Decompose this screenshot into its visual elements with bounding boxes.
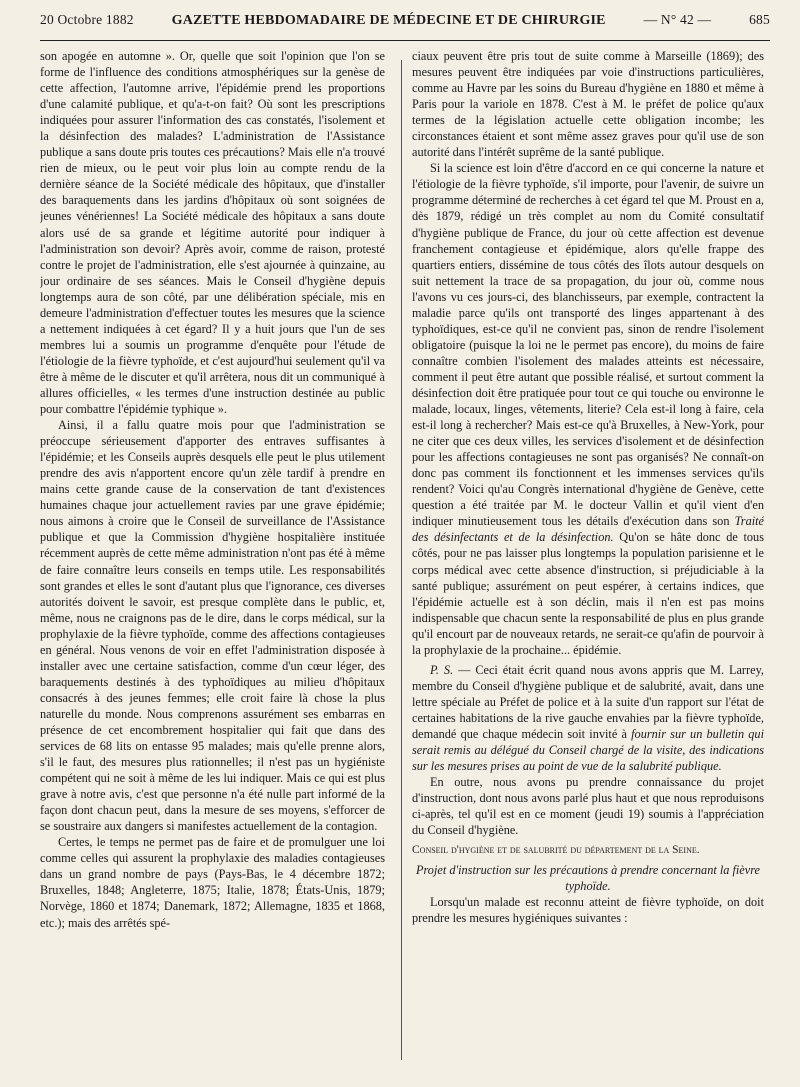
right-paragraph-4: En outre, nous avons pu prendre connaissance du projet d'instruction, dont nous avons parlé plus haut et que nous reproduisons ci-après, tel qu'il est en ce moment (jeudi 19) soumis à l'appréciation du Conseil d'hygiène.	[412, 775, 764, 838]
right-paragraph-1: ciaux peuvent être pris tout de suite comme à Marseille (1869); des mesures peuvent être indiquées par voie d'instructions particulières, comme au Havre par les soins du Bureau d'hygiène en 1880 et même à Paris pour la variole en 1878. C'est à M. le préfet de police qu'aux termes de la législation actuelle cette obligation incombe; les circonstances étaient et sont même assez graves pour qu'il use de son autorité dans l'intérêt suprême de la santé publique.	[412, 49, 764, 160]
header-date: 20 Octobre 1882	[40, 12, 134, 27]
right-paragraph-2-text-end: Qu'on se hâte donc de tous côtés, pour ne pas laisser plus longtemps la population parisienne et le corps médical avec cette absence d'instruction, si préjudiciable à la santé publique; assurément on peut espérer, à certains indices, que l'épidémie actuelle est à son déclin, mais il n'en est pas moins indispensable que chacun sente la responsabilité de plus en plus grande qu'il encourt par de nouveaux retards, ne serait-ce qu'afin de pourvoir à la prophylaxie de la prochaine... épidémie.	[412, 530, 764, 657]
postscript-paragraph	[412, 662, 764, 774]
left-paragraph-2: Ainsi, il a fallu quatre mois pour que l'administration se préoccupe sérieusement d'apporter des entraves suffisantes à l'épidémie; et les Conseils auprès desquels elle peut le plus utilement prendre des avis n'apportent encore qu'un zèle tardif à prendre en mains cette grande cause de la conservation de tant d'existences humaines chaque jour actuellement ravies par une grave épidémie; nous aimons à croire que le Conseil de surveillance de l'Assistance publique et que la Commission d'hygiène hospitalière instituée récemment auprès de cette même administration n'ont pas été à même de faire connaître leurs conseils en temps utile. Les responsabilités sont grandes et elles le sont d'autant plus que l'ignorance, ces diverses autorités doivent le savoir, est presque complète dans le public, et, même, nous ne craignons pas de le dire, dans le corps médical, sur la prophylaxie de la fièvre typhoïde, comme des affections contagieuses en général. Nous venons de voir en effet l'administration disposée à installer avec une certaine satisfaction, comme d'un cœur léger, des baraquements destinés à des typhoïdiques au milieu d'hôpitaux consacrés à des jeunes femmes; elle croit faire là chose la plus naturelle du monde. Nous comprenons assurément ses embarras en présence de cet encombrement hospitalier qui fait que dans des services de 68 lits on entasse 95 malades; mais qu'elle prenne alors, s'il le faut, des mesures plus rationnelles; il n'est pas un hygiéniste compétent qui ne soit à même de les lui indiquer. Mais ce qui est plus grave à notre avis, c'est que personne n'a été nulle part informé de la façon dont chacun peut, dans la mesure de ses moyens, s'efforcer de se soustraire aux dangers si manifestes actuellement de la contagion.	[40, 418, 385, 834]
header-rule	[40, 40, 770, 41]
postscript-label: P. S.	[430, 662, 454, 677]
vallin-treatise-title: Traité des désinfectants et de la désinfection.	[412, 514, 764, 545]
right-paragraph-2-text: Si la science est loin d'être d'accord en ce qui concerne la nature et l'étiologie de la fièvre typhoïde, s'il importe, pour l'avenir, de suivre un programme déterminé de recherches à cet égard tel que M. Proust en a, dès 1879, rédigé un très complet au nom du Comité consultatif d'hygiène publique de France, du jour où cette affection est devenue franchement contagieuse et épidémique, alors qu'elle frappe des quartiers entiers, dissémine de tous côtés des îlots autour desquels on suit nettement la trace de sa propagation, du jour où, comme nous l'avons vu ces jours-ci, des blanchisseurs, par exemple, contractent la maladie parce qu'ils ont transporté des linges appartenant à des typhoïdiques, est-ce qu'il ne convient pas, sinon de rendre l'isolement obligatoire (puisque la loi ne le permet pas encore), du moins de faire connaître combien l'isolement des malades atteints est nécessaire, comment il peut être autant que possible réalisé, et surtout comment la désinfection doit être pratiquée pour tout ce qui touche ou environne le malade, locaux, linges, vêtements, literie? Cela est-il long à faire, cela est-il long à rechercher? Mais est-ce qu'à Bruxelles, à New-York, pour ne citer que ces deux villes, les services d'isolement et de désinfection pour les affections contagieuses ne sont pas organisés? Ne connaît-on donc pas comment ils fonctionnent et les immenses services qu'ils rendent? Voici qu'au Congrès international d'hygiène de Genève, cette question a été traitée par M. le docteur Vallin et qu'il vient d'en indiquer minutieusement tous les détails d'exécution dans son	[412, 161, 764, 529]
header-journal-title: GAZETTE HEBDOMADAIRE DE MÉDECINE ET DE CHIRURGIE	[171, 13, 606, 28]
postscript-text: — Ceci était écrit quand nous avons appris que M. Larrey, membre du Conseil d'hygiène publique et de salubrité, avait, dans une lettre spéciale au Préfet de police et à la suite d'un rapport sur l'état de certaines habitations de la rive gauche envahies par la fièvre typhoïde, demandé que chaque médecin soit invité à	[412, 662, 764, 741]
page-header	[40, 12, 770, 36]
left-column	[40, 48, 385, 1078]
right-column	[412, 48, 764, 1078]
section-heading: Conseil d'hygiène et de salubrité du département de la Seine.	[412, 844, 700, 857]
right-paragraph-2	[412, 160, 764, 657]
header-issue-number: — N° 42 —	[643, 12, 712, 27]
section-subheading: Projet d'instruction sur les précautions à prendre concernant la fièvre typhoïde.	[415, 863, 761, 894]
column-divider	[401, 60, 402, 1060]
header-page-number: 685	[749, 12, 770, 27]
postscript-italic-text: fournir sur un bulletin qui serait remis au délégué du Conseil chargé de la visite, des indications sur les mesures prises au point de vue de la salubrité publique.	[412, 726, 764, 774]
left-paragraph-1: son apogée en automne ». Or, quelle que soit l'opinion que l'on se forme de l'influence des conditions atmosphériques sur la genèse de cette affection, l'automne arrive, l'épidémie prend les proportions d'une calamité publique, et qu'a-t-on fait? Où sont les prescriptions indiquées pour assurer l'information des cas constatés, l'isolement et la désinfection des malades? L'administration de l'Assistance publique a sans doute pris toutes ces précautions? Mais elle n'a trouvé rien de mieux, ou le peut voir plus loin au compte rendu de la dernière séance de la Société médicale des hôpitaux, que d'installer des baraquements dans les jardins d'hôpitaux où sont soignées de jeunes vénériennes! La Société médicale des hôpitaux a sans doute alors usé de sa grande et légitime autorité pour indiquer à l'administration son devoir? Après avoir, comme de raison, protesté contre le projet de l'administration, elle s'est ajournée à quinzaine, au jour ordinaire de ses séances. Mais le Conseil d'hygiène depuis longtemps aura de son côté, par une délibération spéciale, mis en demeure l'administration d'effectuer toutes les mesures que la science a nettement indiquées à cet égard? Il y a huit jours que l'un de ses membres lui a soumis un programme d'enquête pour l'étude de l'étiologie de la fièvre typhoïde, et c'est aujourd'hui seulement qu'il va être à même de le discuter et qu'il arrêtera, nous dit un communiqué à allures officielles, « les termes d'une instruction destinée au public pour combattre l'épidémie typhique ».	[40, 49, 385, 417]
right-paragraph-5: Lorsqu'un malade est reconnu atteint de fièvre typhoïde, on doit prendre les mesures hygiéniques suivantes :	[412, 895, 764, 926]
left-paragraph-3: Certes, le temps ne permet pas de faire et de promulguer une loi comme celles qui assurent la prophylaxie des maladies contagieuses dans un grand nombre de pays (Pays-Bas, le 4 décembre 1872; Bruxelles, 1848; Angleterre, 1875; Italie, 1878; États-Unis, 1879; Norvège, 1860 et 1874; Danemark, 1872; Allemagne, 1835 et 1868, etc.); mais des arrêtés spé-	[40, 835, 385, 930]
